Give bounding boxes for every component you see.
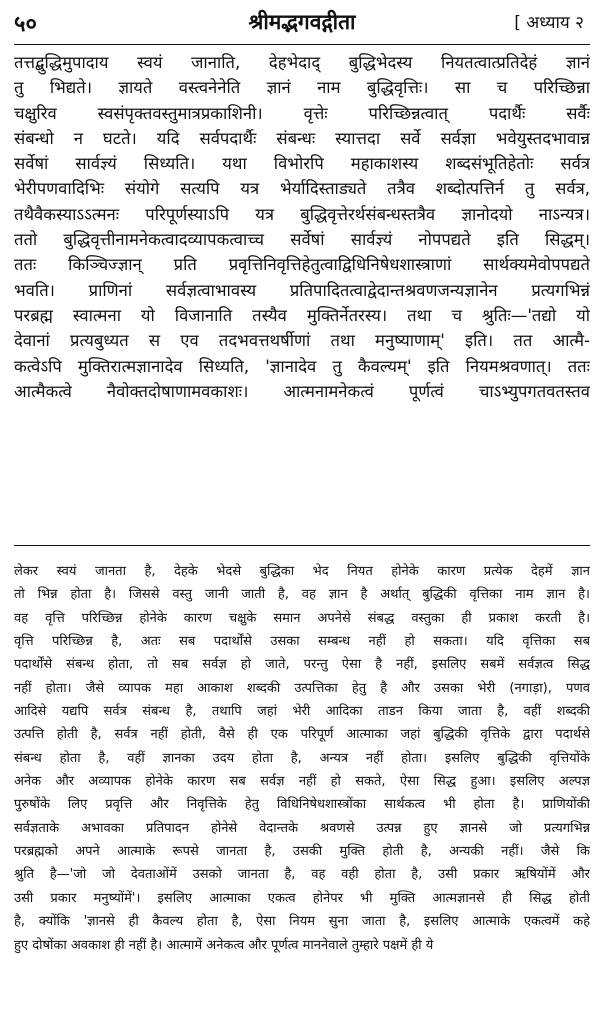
sanskrit-line: भवति। प्राणिनां सर्वज्ञत्वाभावस्य प्रतिपादितत्वाद्वेदान्तश्रवणजन्यज्ञानेन प्रत्यगभिन्नं xyxy=(14,280,590,300)
hindi-line: वृत्ति परिच्छिन्न है, अतः सब पदार्थोंसे उसका सम्बन्ध नहीं हो सकता। यदि वृत्तिका सब xyxy=(14,634,590,650)
hindi-line: पुरुषोंके लिए प्रवृत्ति और निवृत्तिके हेतु विधिनिषेधशास्त्रोंका सार्थकत्व भी होता है। प्राणियोंकी xyxy=(14,797,590,813)
hindi-line: लेकर स्वयं जानता है, देहके भेदसे बुद्धिका भेद नियत होनेके कारण प्रत्येक देहमें ज्ञान xyxy=(14,564,590,579)
hindi-line: वह वृत्ति परिच्छिन्न होनेके कारण चक्षुके समान अपनेसे संबद्ध वस्तुका ही प्रकाश करती है। xyxy=(14,610,590,626)
sanskrit-line: चक्षुरिव स्वसंपृक्तवस्तुमात्रप्रकाशिनी। वृत्तेः परिच्छिन्नत्वात् पदार्थैः सर्वैः xyxy=(14,103,590,123)
sanskrit-line: कत्वेऽपि मुक्तिरात्मज्ञानादेव सिध्यति, 'ज्ञानादेव तु कैवल्यम्' इति नियमश्रवणात्। ततः xyxy=(14,356,590,376)
sanskrit-line: देवानां प्रत्यबुध्यत स एव तदभवत्तथर्षीणां तथा मनुष्याणाम्' इति। तत आत्मै- xyxy=(14,331,590,351)
header-rule xyxy=(14,44,590,45)
sanskrit-line: ततो बुद्धिवृत्तीनामनेकत्वादव्यापकत्वाच्च सर्वेषां सार्वज्ञ्यं नोपपद्यते इति सिद्धम्। xyxy=(14,230,590,250)
hindi-line: उत्पत्ति होती है, सर्वत्र नहीं होती, वैसे ही एक परिपूर्ण आत्माका जहां बुद्धिकी वृत्तिके द्वारा पदार्थसे xyxy=(14,727,590,743)
chapter-label: [ अध्याय २ xyxy=(514,13,584,33)
sanskrit-line: भेरीपणवादिभिः संयोगे सत्यपि यत्र भेर्यादिस्ताड्यते तत्रैव शब्दोत्पत्तिर्न तु सर्वत्र, xyxy=(14,179,590,199)
sanskrit-line: सर्वेषां सार्वज्ञ्यं सिध्यति। यथा विभोरपि महाकाशस्य शब्दसंभूतिहेतोः सर्वत्र xyxy=(14,154,590,174)
hindi-line: नहीं होता। जैसे व्यापक महा आकाश शब्दकी उत्पत्तिका हेतु है और उसका भेरी (नगाड़ा), पणव xyxy=(14,680,590,696)
hindi-line: है, क्योंकि 'ज्ञानसे ही कैवल्य होता है, ऐसा नियम सुना जाता है, इसलिए आत्माके एकत्वमें कहे xyxy=(14,914,590,930)
hindi-line: अनेक और अव्यापक होनेके कारण सब सर्वज्ञ नहीं हो सकते, ऐसा सिद्ध हुआ। इसलिए अल्पज्ञ xyxy=(14,774,590,790)
page-header xyxy=(14,6,590,42)
running-title: श्रीमद्भगवद्गीता xyxy=(248,10,356,34)
sanskrit-line: तत्तद्बुद्धिमुपादाय स्वयं जानाति, देहभेदाद् बुद्धिभेदस्य नियतत्वात्प्रतिदेहं ज्ञानं xyxy=(14,53,590,72)
sanskrit-line: तु भिद्यते। ज्ञायते वस्त्वनेनेति ज्ञानं नाम बुद्धिवृत्तिः। सा च परिच्छिन्ना xyxy=(14,78,590,98)
hindi-line: सर्वज्ञताके अभावका प्रतिपादन होनेसे वेदान्तके श्रवणसे उत्पन्न हुए ज्ञानसे जो प्रत्यगभिन्न xyxy=(14,820,590,836)
hindi-line: परब्रह्मको अपने आत्माके रूपसे जानता है, उसकी मुक्ति होती है, अन्यकी नहीं। जैसे कि xyxy=(14,844,590,860)
hindi-line: हुए दोषोंका अवकाश ही नहीं है। आत्मामें अनेकत्व और पूर्णत्व माननेवाले तुम्हारे पक्षमें ही ये xyxy=(14,937,434,953)
page-number: ५० xyxy=(14,12,37,37)
sanskrit-line: परब्रह्म स्वात्मना यो विजानाति तस्यैव मुक्तिर्नेतरस्य। तथा च श्रुतिः—'तद्यो यो xyxy=(14,305,590,325)
hindi-line: उसी प्रकार मनुष्योंमें'। इसलिए आत्माका एकत्व होनेपर भी मुक्ति आत्मज्ञानसे ही सिद्ध होती xyxy=(14,890,590,906)
section-divider xyxy=(14,545,590,546)
sanskrit-commentary xyxy=(14,50,590,404)
hindi-line: संबन्ध होता है, वहीं ज्ञानका उदय होता है, अन्यत्र नहीं होता। इसलिए बुद्धिकी वृत्तियोंके xyxy=(14,750,590,766)
hindi-line: पदार्थोंसे संबन्ध होता, तो सब सर्वज्ञ हो जाते, परन्तु ऐसा है नहीं, इसलिए सबमें सर्वज्ञत्व सिद्ध xyxy=(14,657,590,673)
hindi-line: तो भिन्न होता है। जिससे वस्तु जानी जाती है, वह ज्ञान है अर्थात् बुद्धिकी वृत्तिका नाम ज्ञान है। xyxy=(14,587,590,603)
sanskrit-line: आत्मैकत्वे नैवोक्तदोषाणामवकाशः। आत्मनामनेकत्वं पूर्णत्वं चाऽभ्युपगतवतस्तव xyxy=(14,381,590,401)
hindi-line: श्रुति है—'जो जो देवताओंमें उसको जानता है, वह वही होता है, उसी प्रकार ऋषियोंमें और xyxy=(14,867,590,883)
sanskrit-line: संबन्धो न घटते। यदि सर्वपदार्थैः संबन्धः स्यात्तदा सर्वे सर्वज्ञा भवेयुस्तदभावान्न xyxy=(14,128,590,148)
sanskrit-line: तथैवैकस्याऽऽत्मनः परिपूर्णस्याऽपि यत्र बुद्धिवृत्तेरर्थसंबन्धस्तत्रैव ज्ञानोदयो नाऽन्यत्र। xyxy=(14,204,590,224)
hindi-line: आदिसे यद्यपि सर्वत्र संबन्ध है, तथापि जहां भेरी आदिका ताडन किया जाता है, वहीं शब्दकी xyxy=(14,704,590,720)
hindi-translation xyxy=(14,560,590,957)
sanskrit-line: ततः किञ्चिज्ज्ञान् प्रति प्रवृत्तिनिवृत्तिहेतुत्वाद्विधिनिषेधशास्त्राणां सार्थक्यमेवोपपद्यते xyxy=(14,255,590,275)
